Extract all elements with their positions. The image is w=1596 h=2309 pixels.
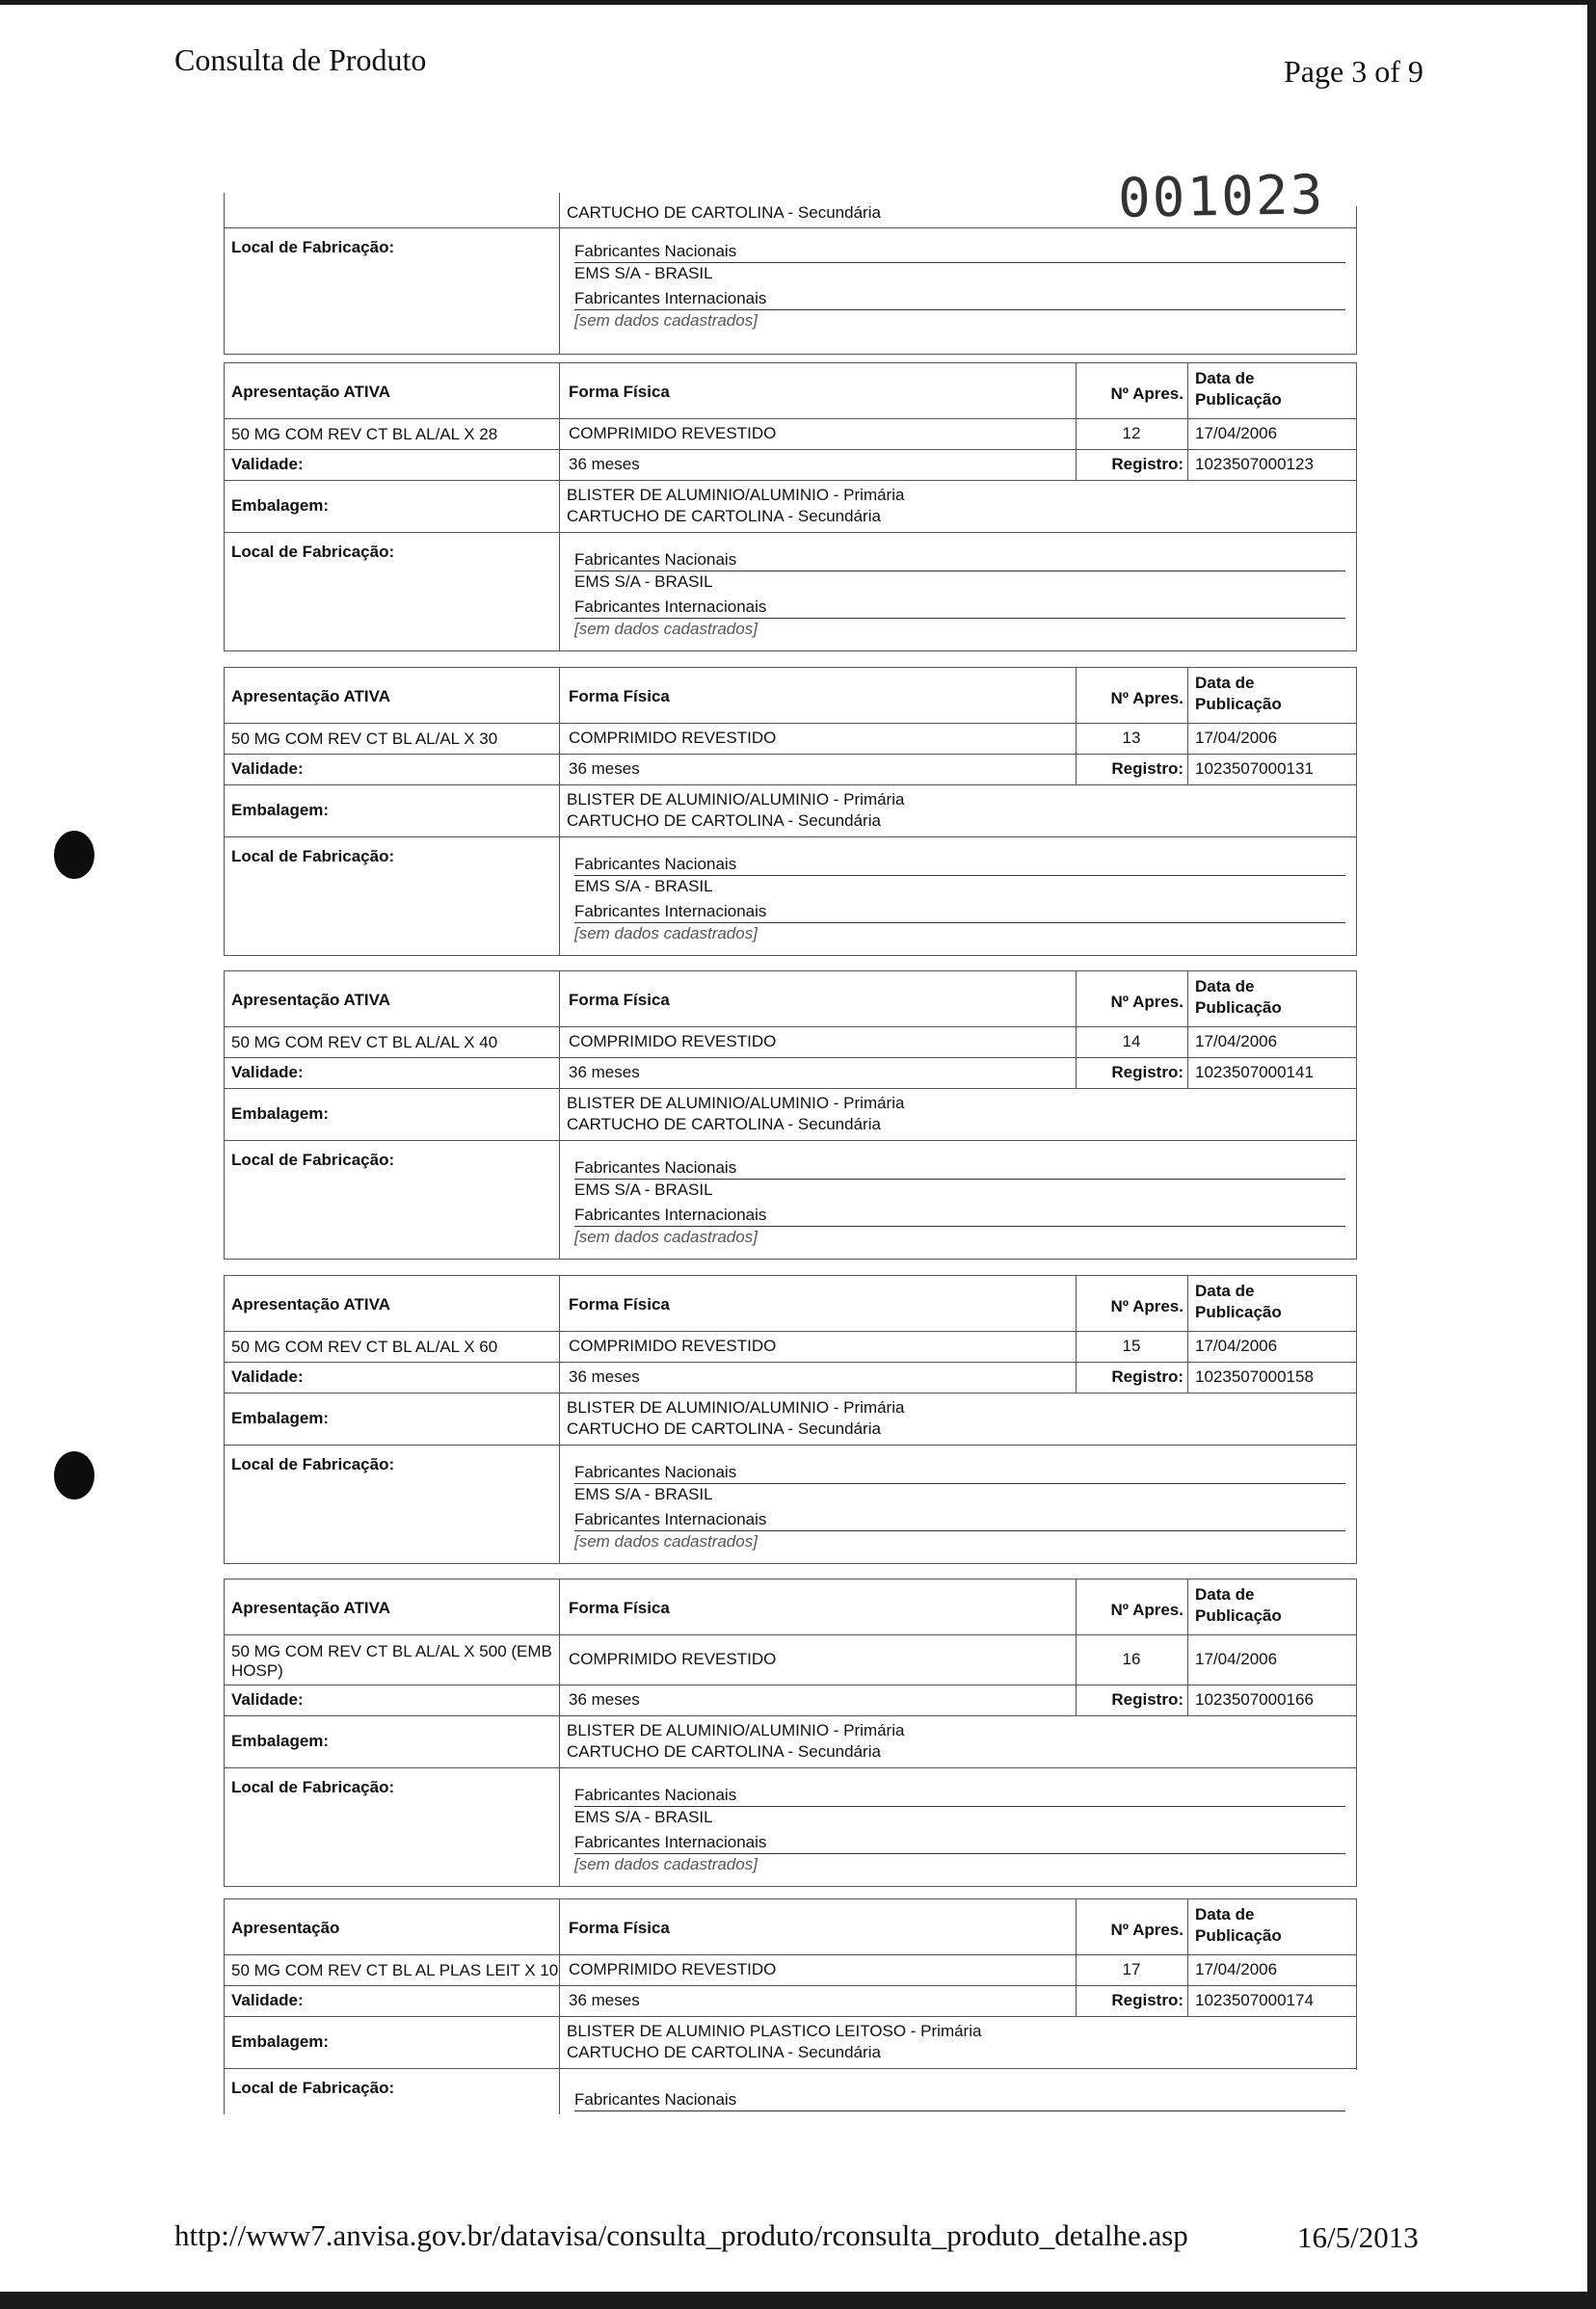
n-apres-header: Nº Apres.	[1110, 1601, 1184, 1619]
data-publicacao-value: 17/04/2006	[1195, 1650, 1278, 1668]
forma-fisica-header: Forma Física	[569, 1919, 670, 1937]
primary-packaging: BLISTER DE ALUMINIO/ALUMINIO - Primária	[567, 1721, 905, 1739]
validade-label: Validade:	[231, 1063, 304, 1081]
embalagem-value	[567, 1093, 904, 1135]
validade-value: 36 meses	[569, 1690, 640, 1709]
local-fabricacao-label: Local de Fabricação:	[231, 1778, 395, 1796]
fabricantes-internacionais-heading: Fabricantes Internacionais	[574, 1832, 1345, 1854]
registro-value: 1023507000174	[1195, 1991, 1314, 2009]
primary-packaging: BLISTER DE ALUMINIO/ALUMINIO - Primária	[567, 1094, 905, 1112]
embalagem-value	[567, 1397, 904, 1440]
local-fabricacao-label: Local de Fabricação:	[231, 2079, 395, 2097]
primary-packaging: BLISTER DE ALUMINIO/ALUMINIO - Primária	[567, 486, 905, 504]
registro-label: Registro:	[1111, 1367, 1184, 1386]
international-manufacturer-empty: [sem dados cadastrados]	[574, 1855, 758, 1873]
embalagem-value	[567, 789, 904, 832]
international-manufacturer-empty: [sem dados cadastrados]	[574, 1228, 758, 1246]
nacional-manufacturer: EMS S/A - BRASIL	[574, 264, 713, 282]
n-apres-value: 12	[1122, 424, 1141, 442]
registro-value: 1023507000141	[1195, 1063, 1314, 1081]
n-apres-value: 17	[1122, 1960, 1141, 1978]
apresentacao-value: 50 MG COM REV CT BL AL/AL X 30	[231, 730, 498, 748]
local-fabricacao-label: Local de Fabricação:	[231, 847, 395, 865]
forma-fisica-header: Forma Física	[569, 1295, 670, 1314]
n-apres-value: 15	[1122, 1337, 1141, 1355]
apresentacao-value: 50 MG COM REV CT BL AL PLAS LEIT X 10	[231, 1961, 559, 1979]
n-apres-header: Nº Apres.	[1110, 1921, 1184, 1939]
presentation-block	[224, 970, 1357, 1260]
apresentacao-status: Apresentação ATIVA	[231, 1599, 391, 1617]
apresentacao-value: 50 MG COM REV CT BL AL/AL X 60	[231, 1338, 498, 1356]
validade-value: 36 meses	[569, 455, 640, 473]
data-publicacao-value: 17/04/2006	[1195, 1032, 1278, 1050]
primary-packaging: BLISTER DE ALUMINIO PLASTICO LEITOSO - Primária	[567, 2022, 982, 2040]
punch-hole-upper	[54, 831, 94, 879]
fabricantes-internacionais-heading: Fabricantes Internacionais	[574, 288, 1345, 310]
presentation-block	[224, 1898, 1357, 2114]
validade-label: Validade:	[231, 759, 304, 778]
embalagem-label: Embalagem:	[231, 2032, 330, 2051]
validade-label: Validade:	[231, 1991, 304, 2009]
forma-fisica-header: Forma Física	[569, 687, 670, 705]
apresentacao-status: Apresentação	[231, 1919, 340, 1937]
validade-value: 36 meses	[569, 1367, 640, 1386]
embalagem-label: Embalagem:	[231, 1104, 330, 1123]
fabricantes-internacionais-heading: Fabricantes Internacionais	[574, 1509, 1345, 1531]
secondary-packaging: CARTUCHO DE CARTOLINA - Secundária	[567, 811, 881, 830]
fabricantes-nacionais-heading: Fabricantes Nacionais	[574, 1785, 1345, 1807]
embalagem-value	[567, 2021, 981, 2063]
forma-fisica-value: COMPRIMIDO REVESTIDO	[569, 729, 777, 747]
source-url: http://www7.anvisa.gov.br/datavisa/consulta_produto/rconsulta_produto_detalhe.asp	[174, 2218, 1188, 2252]
fabricantes-nacionais-heading: Fabricantes Nacionais	[574, 1157, 1345, 1180]
n-apres-value: 13	[1122, 729, 1141, 747]
local-fabricacao-label: Local de Fabricação:	[231, 543, 395, 561]
data-publicacao-header: Data de Publicação	[1195, 1282, 1282, 1321]
data-publicacao-value: 17/04/2006	[1195, 1337, 1278, 1355]
n-apres-header: Nº Apres.	[1110, 385, 1184, 403]
registro-label: Registro:	[1111, 1063, 1184, 1081]
partial-presentation-block	[224, 193, 1357, 355]
secondary-packaging: CARTUCHO DE CARTOLINA - Secundária	[567, 1420, 881, 1438]
international-manufacturer-empty: [sem dados cadastrados]	[574, 924, 758, 942]
presentation-block	[224, 667, 1357, 956]
registro-value: 1023507000131	[1195, 759, 1314, 778]
apresentacao-value: 50 MG COM REV CT BL AL/AL X 500 (EMB HOSP)	[231, 1642, 552, 1680]
validade-value: 36 meses	[569, 1991, 640, 2009]
apresentacao-value: 50 MG COM REV CT BL AL/AL X 28	[231, 425, 498, 443]
presentation-block	[224, 1579, 1357, 1887]
secondary-packaging: CARTUCHO DE CARTOLINA - Secundária	[567, 2043, 881, 2061]
apresentacao-status: Apresentação ATIVA	[231, 383, 391, 401]
nacional-manufacturer: EMS S/A - BRASIL	[574, 877, 713, 895]
registro-value: 1023507000166	[1195, 1690, 1314, 1709]
registro-value: 1023507000158	[1195, 1367, 1314, 1386]
n-apres-value: 16	[1122, 1650, 1141, 1668]
secondary-packaging: CARTUCHO DE CARTOLINA - Secundária	[567, 203, 881, 222]
validade-label: Validade:	[231, 455, 304, 473]
embalagem-label: Embalagem:	[231, 1732, 330, 1750]
data-publicacao-header: Data de Publicação	[1195, 977, 1282, 1017]
nacional-manufacturer: EMS S/A - BRASIL	[574, 1485, 713, 1503]
data-publicacao-value: 17/04/2006	[1195, 729, 1278, 747]
apresentacao-status: Apresentação ATIVA	[231, 991, 391, 1009]
nacional-manufacturer: EMS S/A - BRASIL	[574, 1181, 713, 1199]
international-manufacturer-empty: [sem dados cadastrados]	[574, 311, 758, 330]
data-publicacao-header: Data de Publicação	[1195, 1905, 1282, 1945]
local-fabricacao-label: Local de Fabricação:	[231, 238, 395, 256]
registro-label: Registro:	[1111, 1690, 1184, 1709]
n-apres-header: Nº Apres.	[1110, 689, 1184, 707]
secondary-packaging: CARTUCHO DE CARTOLINA - Secundária	[567, 507, 881, 525]
international-manufacturer-empty: [sem dados cadastrados]	[574, 620, 758, 638]
validade-label: Validade:	[231, 1690, 304, 1709]
punch-hole-lower	[54, 1451, 94, 1500]
registro-label: Registro:	[1111, 455, 1184, 473]
n-apres-header: Nº Apres.	[1110, 1297, 1184, 1315]
embalagem-label: Embalagem:	[231, 496, 330, 515]
data-publicacao-header: Data de Publicação	[1195, 674, 1282, 713]
data-publicacao-value: 17/04/2006	[1195, 424, 1278, 442]
data-publicacao-value: 17/04/2006	[1195, 1960, 1278, 1978]
forma-fisica-value: COMPRIMIDO REVESTIDO	[569, 1650, 777, 1668]
apresentacao-value: 50 MG COM REV CT BL AL/AL X 40	[231, 1033, 498, 1051]
embalagem-value	[567, 1720, 904, 1763]
nacional-manufacturer: EMS S/A - BRASIL	[574, 572, 713, 591]
scan-edge-top	[0, 0, 1596, 5]
validade-value: 36 meses	[569, 759, 640, 778]
fabricantes-nacionais-heading: Fabricantes Nacionais	[574, 1462, 1345, 1484]
forma-fisica-header: Forma Física	[569, 1599, 670, 1617]
embalagem-label: Embalagem:	[231, 1409, 330, 1427]
fabricantes-internacionais-heading: Fabricantes Internacionais	[574, 597, 1345, 619]
page-number: Page 3 of 9	[1284, 54, 1423, 89]
forma-fisica-header: Forma Física	[569, 383, 670, 401]
local-fabricacao-label: Local de Fabricação:	[231, 1151, 395, 1169]
data-publicacao-header: Data de Publicação	[1195, 369, 1282, 409]
registro-value: 1023507000123	[1195, 455, 1314, 473]
page-title: Consulta de Produto	[174, 42, 427, 77]
registro-label: Registro:	[1111, 759, 1184, 778]
apresentacao-status: Apresentação ATIVA	[231, 1295, 391, 1314]
presentation-block	[224, 362, 1357, 651]
presentation-block	[224, 1275, 1357, 1564]
nacional-manufacturer: EMS S/A - BRASIL	[574, 1808, 713, 1826]
validade-label: Validade:	[231, 1367, 304, 1386]
n-apres-value: 14	[1122, 1032, 1141, 1050]
primary-packaging: BLISTER DE ALUMINIO/ALUMINIO - Primária	[567, 1398, 905, 1417]
primary-packaging: BLISTER DE ALUMINIO/ALUMINIO - Primária	[567, 790, 905, 809]
forma-fisica-value: COMPRIMIDO REVESTIDO	[569, 424, 777, 442]
print-date: 16/5/2013	[1297, 2220, 1419, 2254]
international-manufacturer-empty: [sem dados cadastrados]	[574, 1532, 758, 1551]
n-apres-header: Nº Apres.	[1110, 993, 1184, 1011]
registro-label: Registro:	[1111, 1991, 1184, 2009]
secondary-packaging: CARTUCHO DE CARTOLINA - Secundária	[567, 1115, 881, 1133]
fabricantes-internacionais-heading: Fabricantes Internacionais	[574, 901, 1345, 923]
scan-edge-bottom	[0, 2292, 1596, 2309]
scan-edge-right	[1587, 0, 1596, 2309]
forma-fisica-value: COMPRIMIDO REVESTIDO	[569, 1337, 777, 1355]
fabricantes-nacionais-heading: Fabricantes Nacionais	[574, 549, 1345, 571]
apresentacao-status: Apresentação ATIVA	[231, 687, 391, 705]
forma-fisica-header: Forma Física	[569, 991, 670, 1009]
forma-fisica-value: COMPRIMIDO REVESTIDO	[569, 1960, 777, 1978]
embalagem-label: Embalagem:	[231, 801, 330, 819]
fabricantes-internacionais-heading: Fabricantes Internacionais	[574, 1205, 1345, 1227]
secondary-packaging: CARTUCHO DE CARTOLINA - Secundária	[567, 1742, 881, 1761]
fabricantes-nacionais-heading: Fabricantes Nacionais	[574, 854, 1345, 876]
local-fabricacao-label: Local de Fabricação:	[231, 1455, 395, 1473]
forma-fisica-value: COMPRIMIDO REVESTIDO	[569, 1032, 777, 1050]
page-stamp-number: 001023	[1117, 164, 1325, 230]
fabricantes-nacionais-heading: Fabricantes Nacionais	[574, 2089, 1345, 2111]
validade-value: 36 meses	[569, 1063, 640, 1081]
embalagem-value	[567, 485, 904, 527]
fabricantes-nacionais-heading: Fabricantes Nacionais	[574, 241, 1345, 263]
data-publicacao-header: Data de Publicação	[1195, 1585, 1282, 1625]
